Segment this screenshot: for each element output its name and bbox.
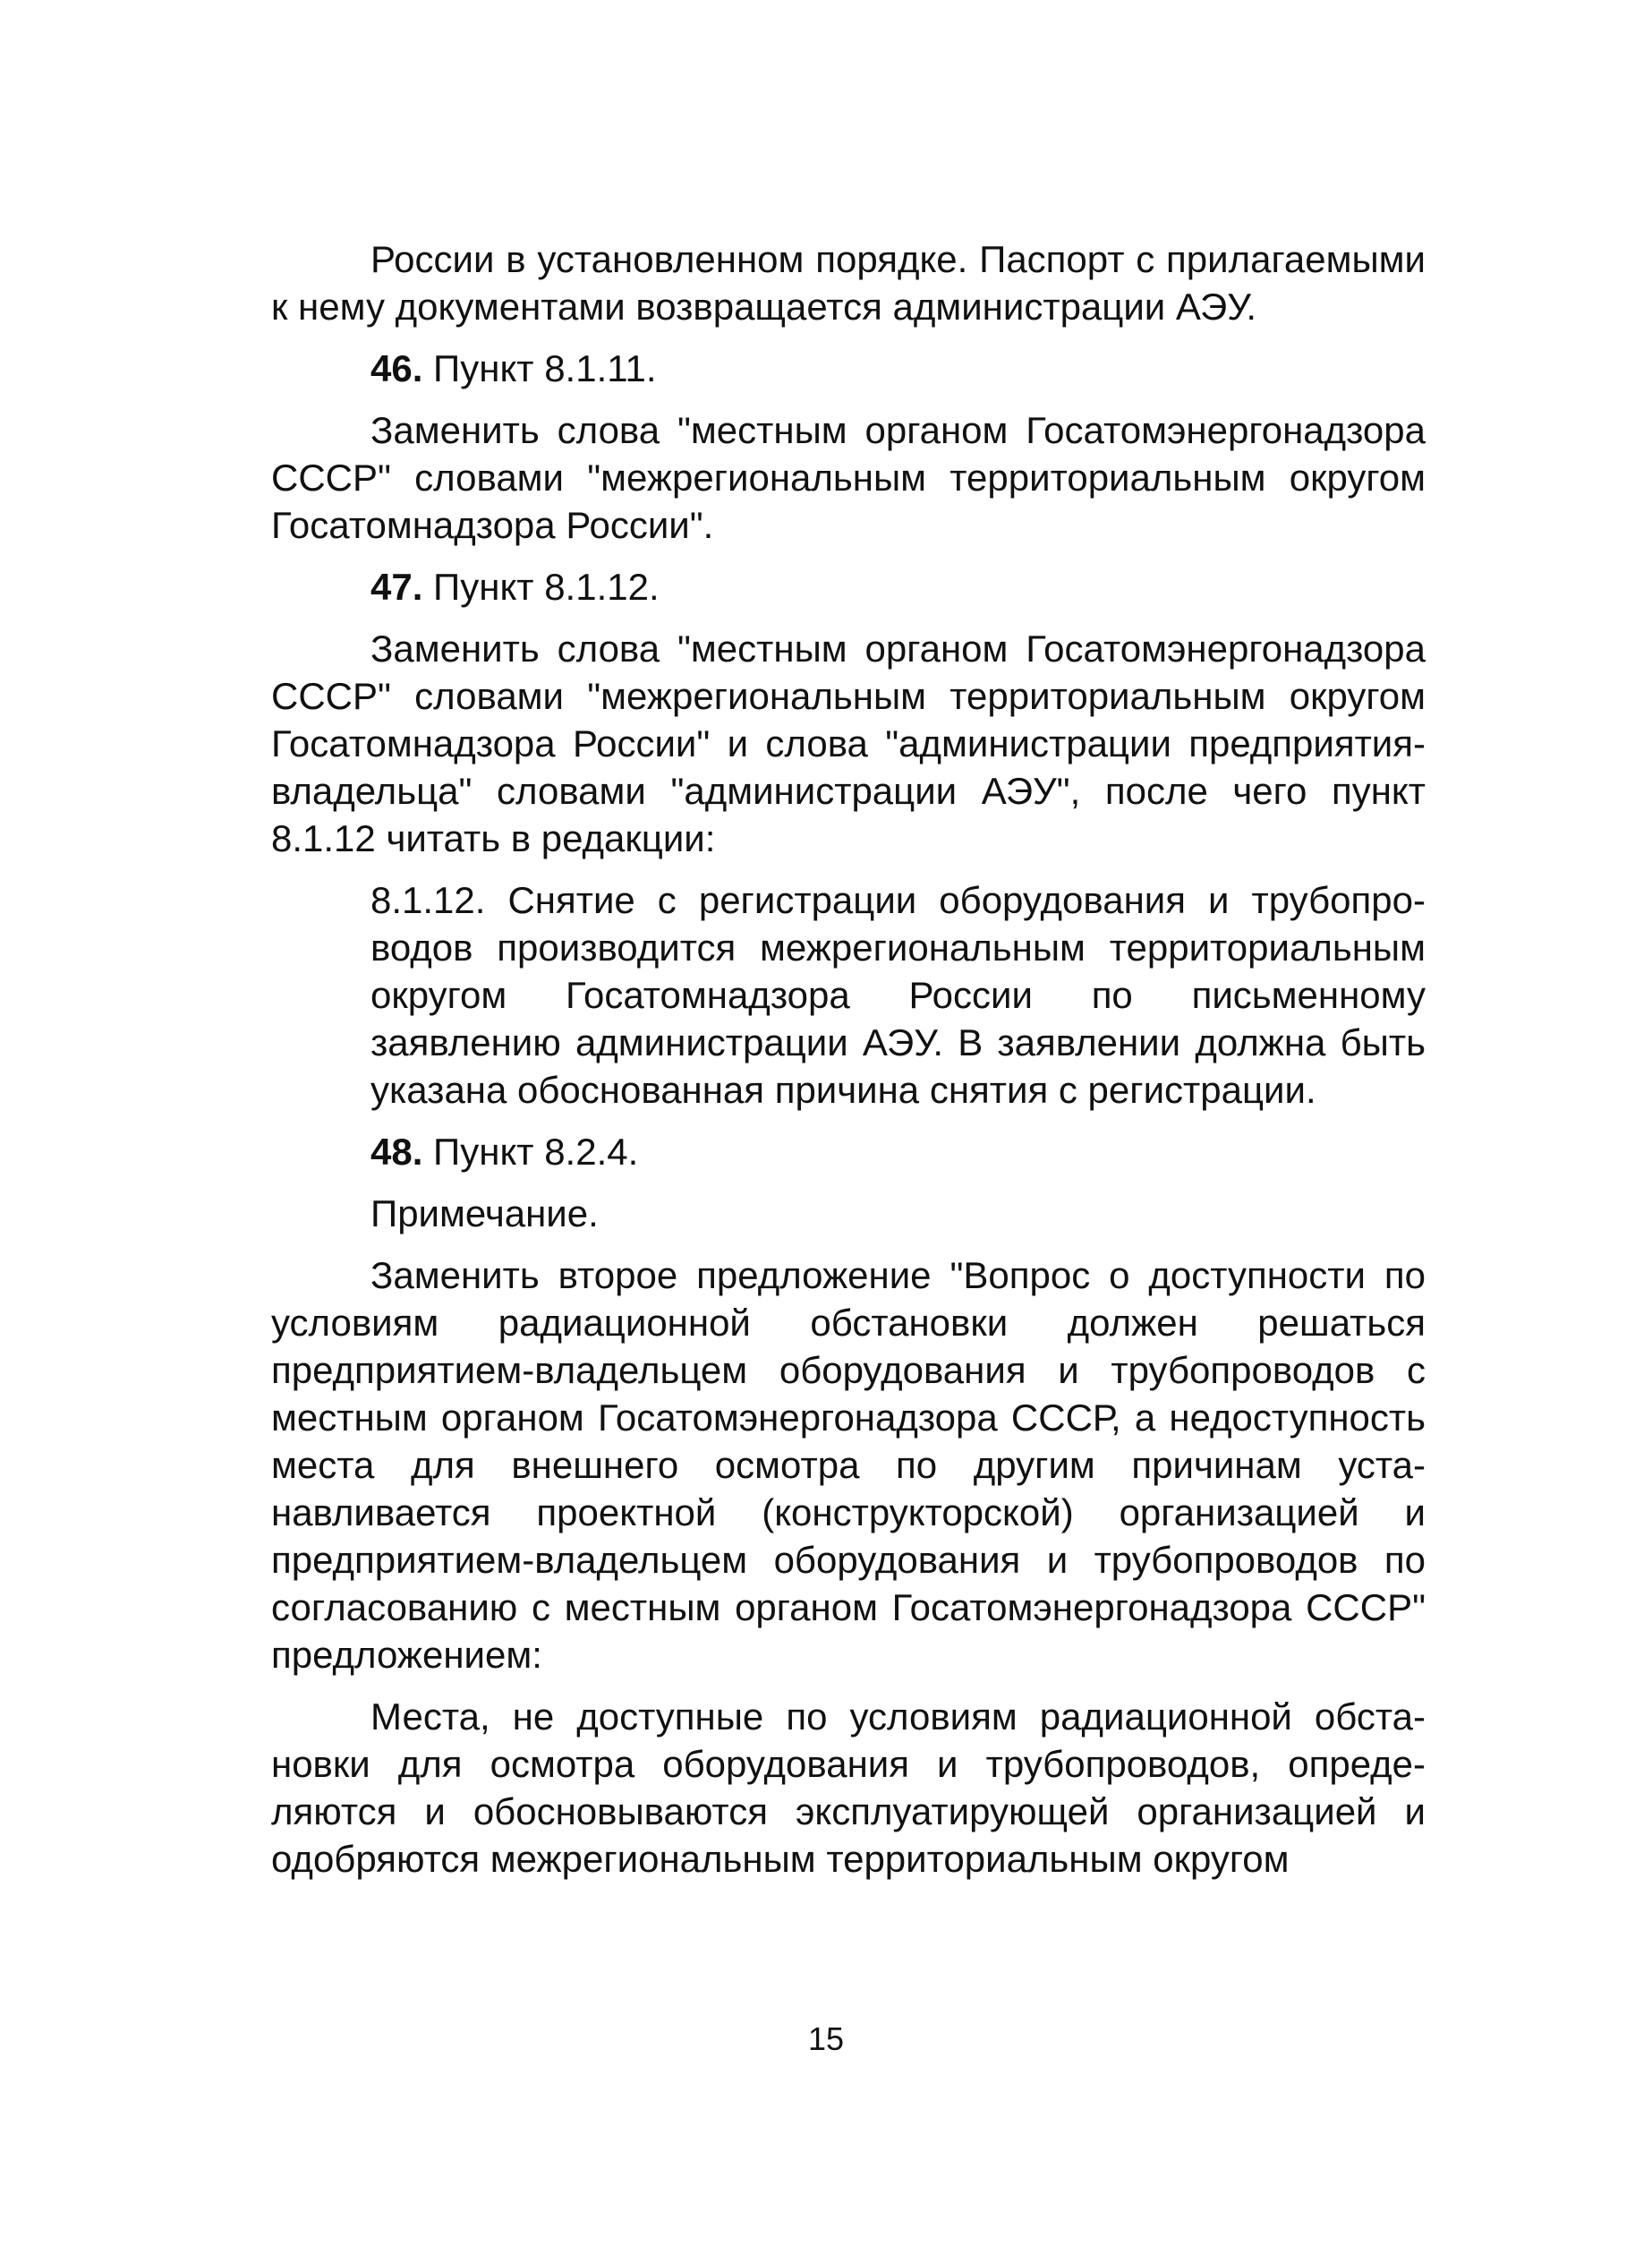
paragraph-item-47-quote: 8.1.12. Снятие с регистрации оборудования и трубопроводов производится межрегиональным территориальным округом Госатомнадзора России по письменному заявлению администрации АЭУ. В заявлении должна быть указана обоснованная причина снятия с регистрации. [370, 879, 1426, 1111]
item-46-number: 46. [370, 347, 423, 389]
item-46-title: Пункт 8.1.11. [422, 347, 657, 389]
paragraph-item-47: Заменить слова "местным органом Госатомэнергонадзора СССР" словами "межрегиональным территориальным округом Госатомнадзора России" и слова "администрации предприятия-владельца" словами "администрации АЭУ", после чего пункт 8.1.12 читать в редакции: [271, 628, 1426, 859]
item-48-heading [271, 1128, 1426, 1175]
item-46-heading [271, 345, 1426, 392]
item-48-number: 48. [370, 1131, 423, 1173]
body-text [271, 235, 1426, 1897]
paragraph-continuation: России в установленном порядке. Паспорт с прилагаемыми к нему документами возвращается администрации АЭУ. [271, 238, 1426, 328]
paragraph-item-48: Заменить второе предложение "Вопрос о доступности по условиям радиационной обстановки должен решаться предприятием-владельцем оборудования и трубопроводов с местным органом Госатомэнергонадзора СССР, а недоступность места для внешнего осмотра по другим причинам устанавливается проектной (конструкторской) организацией и предприятием-владельцем оборудования и трубопроводов по согласованию с местным органом Госатомэнергонадзора СССР" предложением: [271, 1254, 1426, 1676]
paragraph-item-48-new: Места, не доступные по условиям радиационной обстановки для осмотра оборудования и трубопроводов, определяются и обосновываются эксплуатирующей организацией и одобряются межрегиональным территориальным округом [271, 1695, 1426, 1880]
page-number: 15 [807, 2020, 845, 2057]
item-47-number: 47. [370, 566, 423, 608]
paragraph-item-48-note: Примечание. [370, 1192, 599, 1234]
item-48-title: Пункт 8.2.4. [422, 1131, 639, 1173]
item-47-title: Пункт 8.1.12. [422, 566, 660, 608]
item-47-heading [271, 563, 1426, 611]
paragraph-item-46: Заменить слова "местным органом Госатомэнергонадзора СССР" словами "межрегиональным территориальным округом Госатомнадзора России". [271, 409, 1426, 546]
